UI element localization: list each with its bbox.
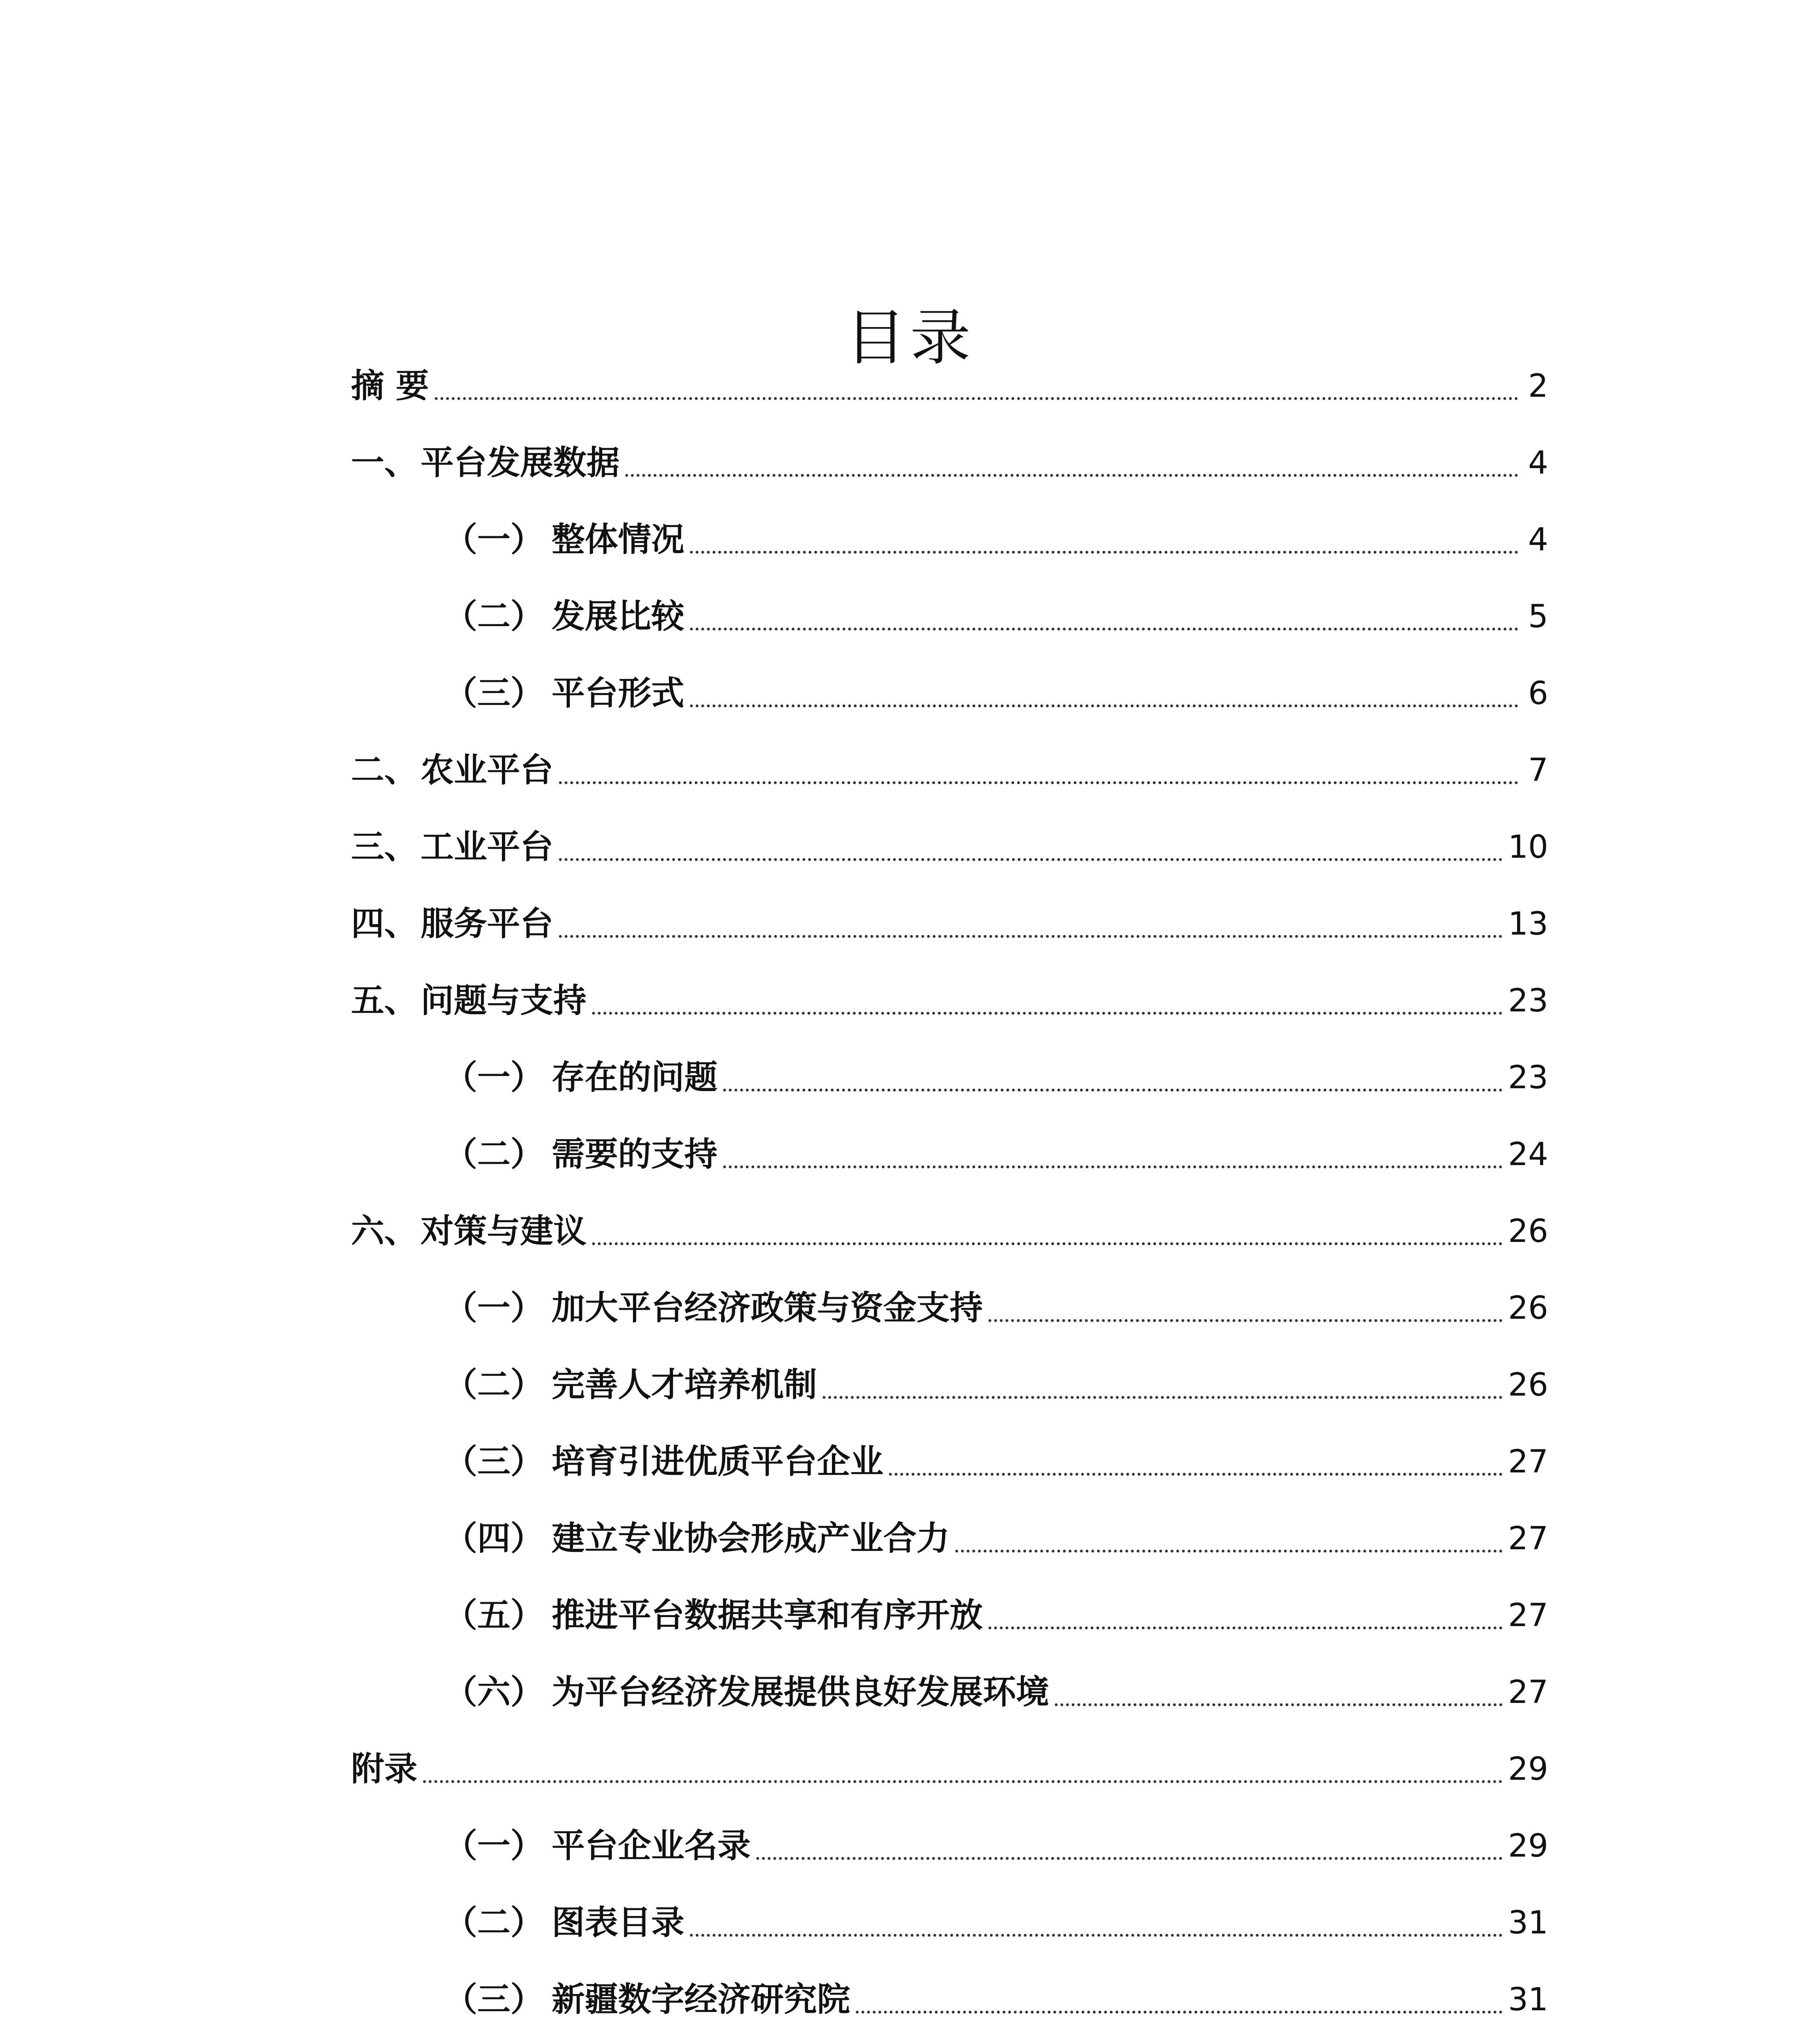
toc-entry-number: （二） — [444, 1135, 544, 1174]
toc-entry-label: 平台企业名录 — [552, 1827, 751, 1865]
toc-dot-leader — [955, 1550, 1503, 1552]
toc-entry-number: 一、 — [351, 444, 418, 482]
toc-entry-number: 三、 — [351, 828, 418, 866]
toc-entry-text — [444, 1595, 983, 1636]
toc-page-number: 29 — [1508, 1828, 1548, 1864]
toc-entry-number: （四） — [444, 1519, 544, 1558]
toc-entry[interactable] — [351, 1193, 1548, 1270]
toc-entry-number: 六、 — [351, 1212, 418, 1250]
toc-entry-label: 发展比较 — [552, 597, 685, 636]
toc-entry[interactable] — [351, 1961, 1548, 2022]
toc-entry[interactable] — [351, 809, 1548, 886]
toc-entry-label: 培育引进优质平台企业 — [552, 1442, 884, 1481]
toc-entry-label: 对策与建议 — [421, 1212, 587, 1250]
toc-entry-label: 推进平台数据共享和有序开放 — [552, 1596, 983, 1635]
toc-entry[interactable] — [351, 1654, 1548, 1731]
toc-page-number: 4 — [1528, 522, 1548, 558]
toc-entry[interactable] — [351, 1347, 1548, 1423]
toc-entry-text — [351, 1211, 586, 1252]
toc-dot-leader — [823, 1396, 1503, 1399]
toc-entry-text — [444, 1519, 950, 1559]
toc-entry-text — [444, 1058, 717, 1098]
toc-dot-leader — [435, 397, 1518, 400]
toc-entry-number: （六） — [444, 1673, 544, 1711]
toc-dot-leader — [625, 474, 1518, 477]
toc-entry-text — [444, 520, 684, 560]
toc-entry[interactable] — [351, 1731, 1548, 1808]
toc-entry[interactable] — [351, 1270, 1548, 1347]
toc-entry-label: 需要的支持 — [552, 1135, 718, 1174]
toc-page-number: 27 — [1508, 1521, 1548, 1557]
toc-entry-label: 工业平台 — [421, 828, 554, 866]
toc-entry-text — [351, 750, 553, 791]
toc-page-number: 23 — [1508, 983, 1548, 1019]
toc-entry[interactable] — [351, 886, 1548, 962]
toc-page-number: 6 — [1528, 675, 1548, 712]
toc-dot-leader — [723, 1165, 1503, 1168]
toc-entry-number: （一） — [444, 520, 544, 559]
toc-entry-number: （一） — [444, 1827, 544, 1865]
toc-dot-leader — [856, 2011, 1503, 2014]
toc-entry[interactable] — [351, 1116, 1548, 1193]
toc-entry[interactable] — [351, 348, 1548, 425]
toc-entry-text — [444, 1672, 1049, 1713]
toc-dot-leader — [723, 1089, 1503, 1091]
toc-dot-leader — [988, 1626, 1503, 1629]
toc-entry[interactable] — [351, 962, 1548, 1039]
toc-dot-leader — [690, 704, 1518, 707]
toc-dot-leader — [690, 1934, 1503, 1937]
toc-entry-label: 摘 要 — [351, 367, 429, 405]
toc-entry[interactable] — [351, 1808, 1548, 1885]
toc-page-number: 29 — [1508, 1751, 1548, 1787]
toc-entry-text — [444, 1980, 850, 2020]
toc-entry-text — [351, 443, 620, 483]
toc-entry-text — [444, 673, 684, 714]
toc-entry-number: （一） — [444, 1289, 544, 1327]
toc-entry[interactable] — [351, 425, 1548, 501]
toc-entry-text — [444, 1134, 717, 1175]
toc-entry-number: （二） — [444, 1904, 544, 1942]
toc-entry-label: 建立专业协会形成产业合力 — [552, 1519, 950, 1558]
toc-entry-label: 为平台经济发展提供良好发展环境 — [552, 1673, 1050, 1711]
toc-page-number: 13 — [1508, 906, 1548, 942]
toc-page-number: 31 — [1508, 1982, 1548, 2018]
toc-entry-label: 附录 — [351, 1750, 418, 1788]
toc-page-number: 26 — [1508, 1290, 1548, 1326]
toc-dot-leader — [988, 1319, 1503, 1322]
toc-entry-label: 农业平台 — [421, 751, 554, 789]
toc-entry-text — [351, 904, 553, 944]
toc-entry[interactable] — [351, 1423, 1548, 1500]
toc-entry-text — [351, 1749, 417, 1789]
toc-entry-number: （五） — [444, 1596, 544, 1635]
toc-entry-label: 完善人才培养机制 — [552, 1366, 817, 1404]
toc-entry-label: 存在的问题 — [552, 1058, 718, 1097]
table-of-contents — [351, 348, 1548, 2022]
toc-dot-leader — [559, 935, 1503, 938]
toc-page-number: 26 — [1508, 1213, 1548, 1250]
toc-page-number: 7 — [1528, 752, 1548, 789]
toc-entry-number: （二） — [444, 597, 544, 636]
toc-page-number: 27 — [1508, 1444, 1548, 1480]
toc-entry[interactable] — [351, 1577, 1548, 1654]
toc-page-number: 26 — [1508, 1367, 1548, 1403]
toc-entry-text — [444, 596, 684, 637]
toc-dot-leader — [756, 1857, 1503, 1860]
toc-entry-label: 图表目录 — [552, 1904, 685, 1942]
toc-entry-label: 整体情况 — [552, 520, 685, 559]
toc-page-number: 5 — [1528, 599, 1548, 635]
toc-entry-text — [444, 1365, 817, 1405]
toc-entry-number: 五、 — [351, 981, 418, 1020]
toc-entry[interactable] — [351, 1885, 1548, 1961]
toc-entry[interactable] — [351, 655, 1548, 732]
toc-dot-leader — [690, 628, 1518, 630]
toc-page-number: 31 — [1508, 1905, 1548, 1941]
toc-entry[interactable] — [351, 1500, 1548, 1577]
toc-page-number: 23 — [1508, 1060, 1548, 1096]
toc-entry-label: 平台发展数据 — [421, 444, 620, 482]
toc-entry-label: 服务平台 — [421, 905, 554, 943]
toc-dot-leader — [592, 1012, 1503, 1015]
toc-dot-leader — [592, 1242, 1503, 1245]
toc-page-number: 10 — [1508, 829, 1548, 865]
toc-page-number: 27 — [1508, 1674, 1548, 1711]
toc-entry-label: 加大平台经济政策与资金支持 — [552, 1289, 983, 1327]
toc-page-number: 2 — [1528, 368, 1548, 404]
toc-entry-number: （三） — [444, 1980, 544, 2019]
toc-dot-leader — [423, 1780, 1503, 1783]
toc-entry-text — [351, 366, 429, 406]
toc-entry-text — [351, 827, 553, 867]
toc-dot-leader — [559, 781, 1518, 784]
page-title: 目录 — [845, 302, 975, 373]
toc-entry[interactable] — [351, 501, 1548, 578]
toc-entry-number: 二、 — [351, 751, 418, 789]
toc-dot-leader — [889, 1473, 1503, 1476]
toc-dot-leader — [1055, 1703, 1503, 1706]
toc-entry-text — [444, 1442, 883, 1482]
toc-entry-label: 平台形式 — [552, 674, 685, 713]
toc-entry[interactable] — [351, 1039, 1548, 1116]
toc-entry[interactable] — [351, 578, 1548, 655]
toc-entry-label: 新疆数字经济研究院 — [552, 1980, 851, 2019]
toc-entry-number: 四、 — [351, 905, 418, 943]
toc-entry-number: （三） — [444, 1442, 544, 1481]
toc-page-number: 24 — [1508, 1136, 1548, 1173]
toc-entry-text — [444, 1903, 684, 1943]
toc-page-number: 27 — [1508, 1597, 1548, 1634]
toc-entry-text — [444, 1826, 751, 1866]
toc-dot-leader — [690, 551, 1518, 554]
toc-page-number: 4 — [1528, 445, 1548, 481]
toc-entry-label: 问题与支持 — [421, 981, 587, 1020]
toc-dot-leader — [559, 858, 1503, 861]
toc-entry-number: （二） — [444, 1366, 544, 1404]
toc-entry-text — [351, 981, 586, 1021]
toc-entry-number: （一） — [444, 1058, 544, 1097]
toc-entry-number: （三） — [444, 674, 544, 713]
toc-entry-text — [444, 1288, 983, 1328]
toc-entry[interactable] — [351, 732, 1548, 809]
